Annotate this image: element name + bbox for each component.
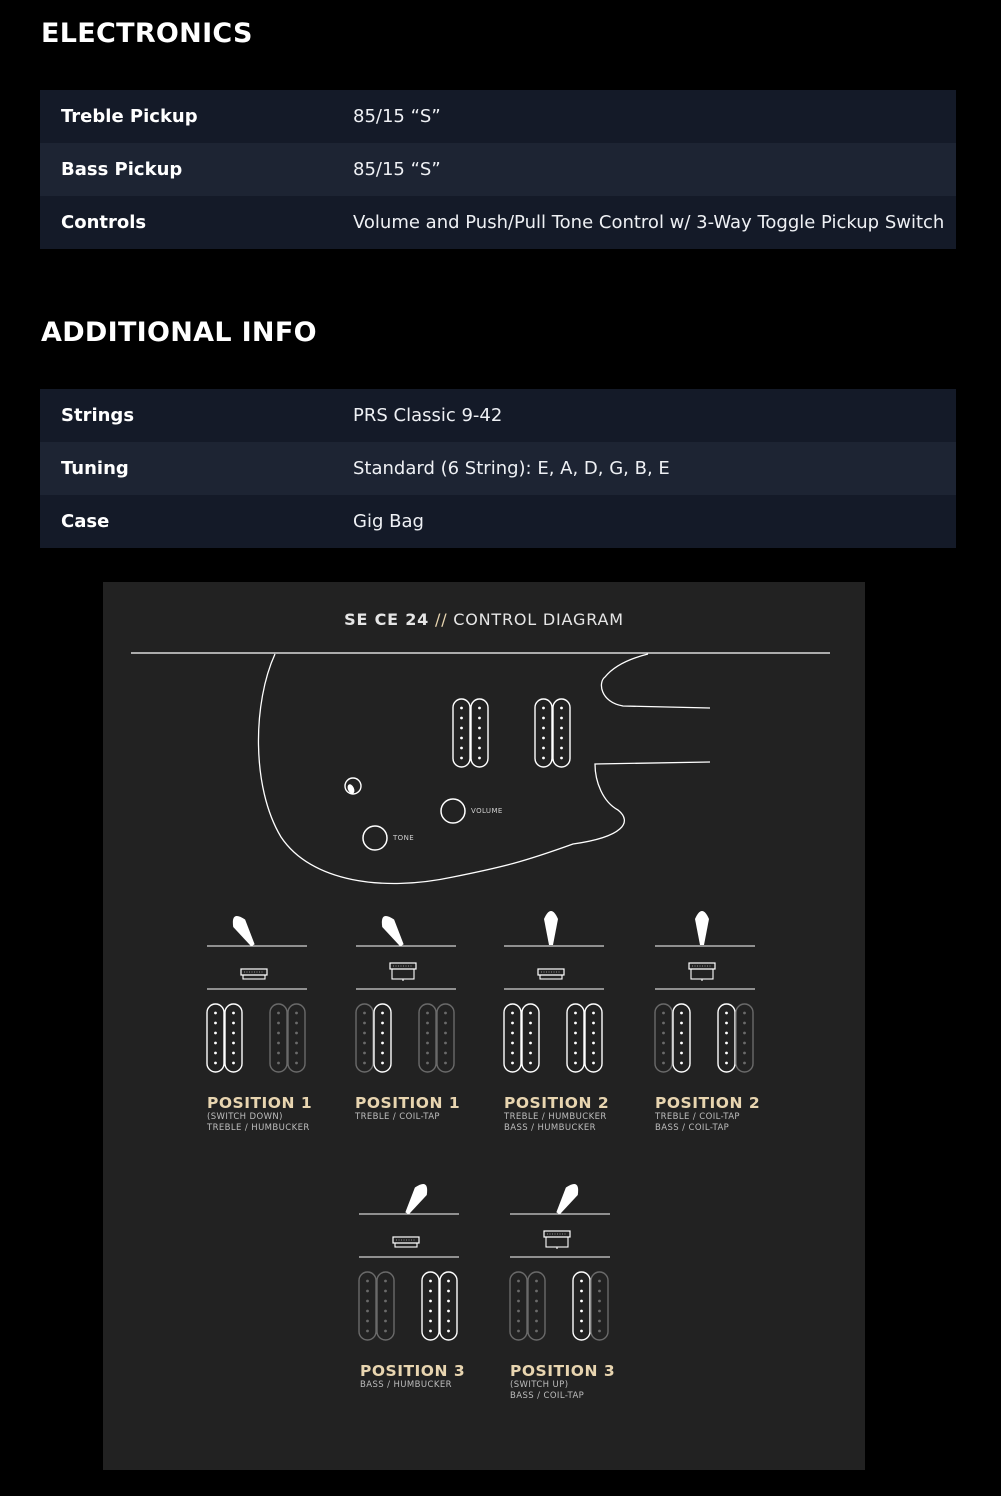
row-label: Tuning <box>61 458 129 479</box>
table-row <box>40 495 956 548</box>
position-panel <box>359 1181 459 1340</box>
volume-knob <box>441 799 465 823</box>
additional-info-heading: ADDITIONAL INFO <box>41 317 317 348</box>
toggle-lever-icon <box>544 911 558 945</box>
toggle-lever-icon <box>378 913 408 949</box>
electronics-heading: ELECTRONICS <box>41 18 253 49</box>
push-pull-knob-icon <box>689 963 715 981</box>
row-label: Controls <box>61 212 147 233</box>
bass-pickup-icon <box>419 1004 454 1072</box>
position-panel <box>207 913 307 1072</box>
diagram-title <box>103 610 865 629</box>
row-value: Standard (6 String): E, A, D, G, B, E <box>353 458 670 479</box>
bass-pickup-icon <box>535 699 570 767</box>
tone-label: TONE <box>393 834 415 842</box>
body-pickups <box>453 699 570 767</box>
diagram-model: SE CE 24 <box>344 610 430 629</box>
row-label: Case <box>61 511 110 532</box>
position-title: POSITION 2 <box>655 1094 761 1112</box>
table-row <box>40 196 956 249</box>
treble-pickup-icon <box>356 1004 391 1072</box>
toggle-lever-icon <box>229 913 259 949</box>
bass-pickup-icon <box>573 1272 608 1340</box>
row-value: PRS Classic 9-42 <box>353 405 503 426</box>
position-title: POSITION 2 <box>504 1094 610 1112</box>
table-row <box>40 389 956 442</box>
position-title: POSITION 3 <box>360 1362 466 1380</box>
row-label: Bass Pickup <box>61 159 183 180</box>
position-title: POSITION 3 <box>510 1362 616 1380</box>
tone-knob <box>363 826 387 850</box>
push-pull-knob-icon <box>538 969 564 979</box>
control-diagram-drawing <box>103 582 865 1470</box>
electronics-table <box>40 90 956 249</box>
position-desc: BASS / HUMBUCKER <box>360 1380 452 1390</box>
position-title: POSITION 1 <box>207 1094 313 1112</box>
position-desc: TREBLE / COIL-TAP <box>655 1112 740 1122</box>
row-label: Strings <box>61 405 135 426</box>
table-row <box>40 143 956 196</box>
toggle-lever-icon <box>695 911 709 945</box>
row-value: Volume and Push/Pull Tone Control w/ 3-Way Toggle Pickup Switch <box>353 212 945 233</box>
treble-pickup-icon <box>453 699 488 767</box>
bass-pickup-icon <box>567 1004 602 1072</box>
treble-pickup-icon <box>207 1004 242 1072</box>
position-panel <box>655 911 755 1072</box>
treble-pickup-icon <box>655 1004 690 1072</box>
diagram-title-separator: // <box>435 610 448 629</box>
table-row <box>40 90 956 143</box>
push-pull-knob-icon <box>544 1231 570 1249</box>
treble-pickup-icon <box>510 1272 545 1340</box>
bass-pickup-icon <box>270 1004 305 1072</box>
position-desc: TREBLE / HUMBUCKER <box>207 1123 310 1133</box>
position-desc: (SWITCH UP) <box>510 1380 569 1390</box>
position-panel <box>504 911 604 1072</box>
table-row <box>40 442 956 495</box>
position-desc: BASS / COIL-TAP <box>510 1391 585 1401</box>
additional-info-table <box>40 389 956 548</box>
row-label: Treble Pickup <box>61 106 198 127</box>
diagram-title-text: CONTROL DIAGRAM <box>453 610 624 629</box>
treble-pickup-icon <box>359 1272 394 1340</box>
push-pull-knob-icon <box>393 1237 419 1247</box>
position-desc: TREBLE / HUMBUCKER <box>504 1112 607 1122</box>
row-value: 85/15 “S” <box>353 159 441 180</box>
control-diagram <box>103 582 865 1470</box>
toggle-switch-icon <box>345 778 361 795</box>
position-desc: TREBLE / COIL-TAP <box>355 1112 440 1122</box>
push-pull-knob-icon <box>390 963 416 981</box>
guitar-body-outline <box>258 654 710 884</box>
push-pull-knob-icon <box>241 969 267 979</box>
position-desc: (SWITCH DOWN) <box>207 1112 283 1122</box>
row-value: 85/15 “S” <box>353 106 441 127</box>
bass-pickup-icon <box>718 1004 753 1072</box>
toggle-lever-icon <box>401 1181 431 1217</box>
toggle-lever-icon <box>552 1181 582 1217</box>
position-desc: BASS / HUMBUCKER <box>504 1123 596 1133</box>
position-desc: BASS / COIL-TAP <box>655 1123 730 1133</box>
bass-pickup-icon <box>422 1272 457 1340</box>
volume-label: VOLUME <box>471 807 503 815</box>
row-value: Gig Bag <box>353 511 424 532</box>
treble-pickup-icon <box>504 1004 539 1072</box>
position-panel <box>510 1181 610 1340</box>
position-panel <box>356 913 456 1072</box>
position-title: POSITION 1 <box>355 1094 461 1112</box>
